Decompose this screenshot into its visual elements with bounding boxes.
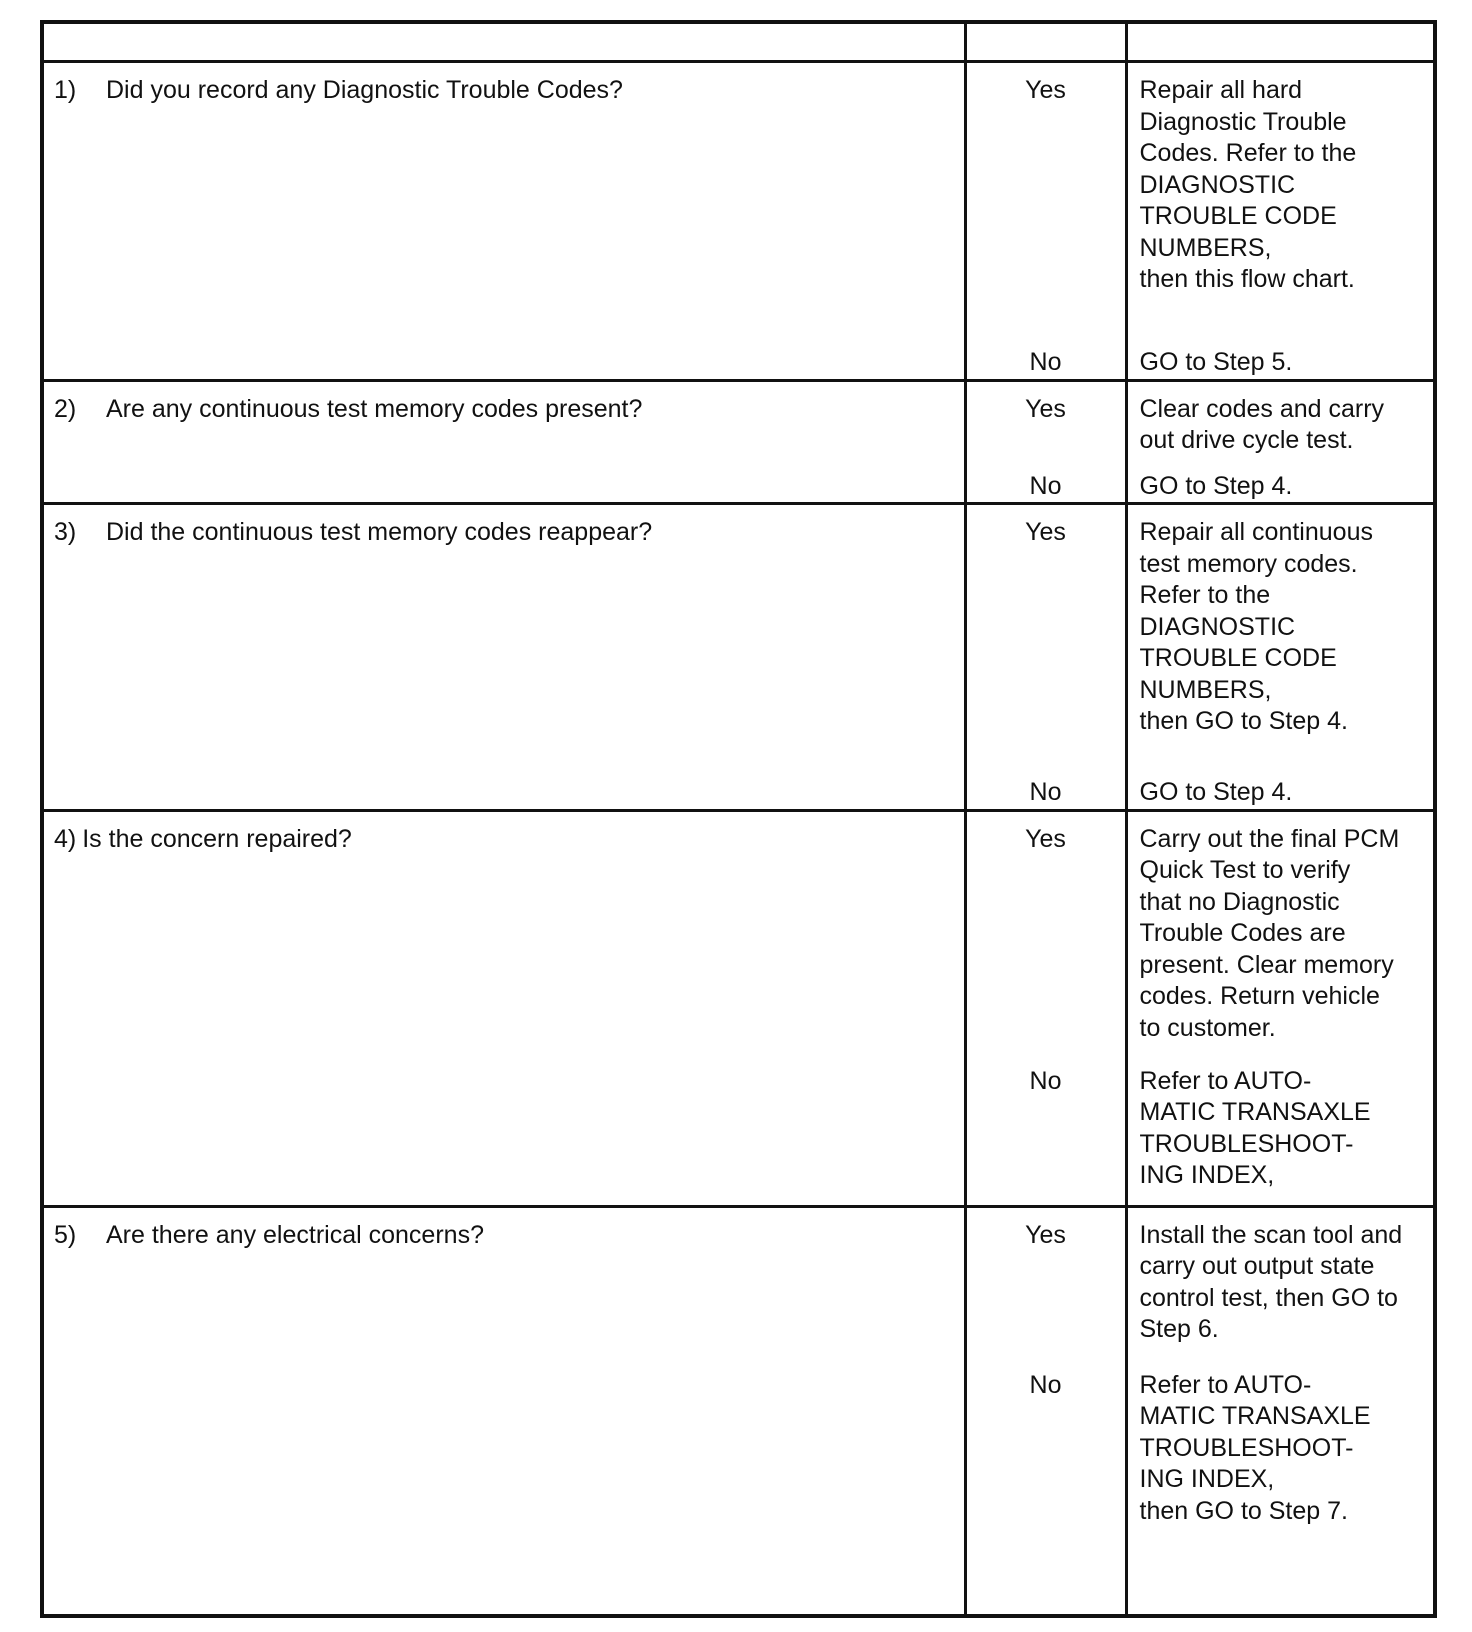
action-no-line: TROUBLESHOOT- <box>1139 1433 1354 1462</box>
question <box>44 812 964 854</box>
result-yes: Yes <box>1025 394 1066 423</box>
action-yes-line: carry out output state <box>1139 1252 1375 1280</box>
question-cell <box>42 1206 965 1616</box>
action-yes-line: Install the scan tool and <box>1139 1220 1403 1249</box>
action-no-line: ING INDEX, <box>1139 1161 1275 1189</box>
action-yes-line: Repair all hard <box>1139 76 1303 104</box>
question <box>44 505 964 547</box>
action-cell <box>1126 1206 1435 1616</box>
step-row <box>42 504 1435 811</box>
action-yes-line: Diagnostic Trouble <box>1139 107 1347 136</box>
action-no-line: MATIC TRANSAXLE <box>1139 1098 1371 1126</box>
diagnostic-flow-sheet <box>40 20 1433 1605</box>
header-cell-test-step <box>42 22 965 62</box>
result-no: No <box>1029 1370 1062 1399</box>
step-number: 5) <box>54 1220 77 1249</box>
action-yes-line: Carry out the final PCM <box>1139 824 1400 853</box>
question <box>44 1208 964 1250</box>
question-text: Did the continuous test memory codes reappear? <box>106 518 653 546</box>
action-yes-line: TROUBLE CODE <box>1139 202 1337 230</box>
action-no-line: Refer to AUTO- <box>1139 1370 1312 1399</box>
action-no-line: TROUBLESHOOT- <box>1139 1129 1354 1158</box>
action-yes-line: then GO to Step 4. <box>1139 707 1348 735</box>
step-number: 1) <box>54 76 77 104</box>
action-yes-line: present. Clear memory <box>1139 950 1394 979</box>
question-cell <box>42 504 965 811</box>
result-yes: Yes <box>1025 518 1066 546</box>
action-yes-line: TROUBLE CODE <box>1139 644 1337 672</box>
action-yes-line: to customer. <box>1139 1013 1276 1042</box>
step-row <box>42 380 1435 504</box>
action-yes-line: Clear codes and carry <box>1139 394 1385 423</box>
question-cell <box>42 380 965 504</box>
action-no-line: MATIC TRANSAXLE <box>1139 1402 1371 1430</box>
action-yes-line: NUMBERS, <box>1139 233 1272 262</box>
action-no-line: GO to Step 5. <box>1139 348 1293 376</box>
question <box>44 382 964 424</box>
action-no-line: GO to Step 4. <box>1139 471 1293 500</box>
action-yes-line: Trouble Codes are <box>1139 919 1346 947</box>
action-yes-line: out drive cycle test. <box>1139 426 1354 454</box>
question-text: Are any continuous test memory codes present? <box>106 394 643 423</box>
action-yes-line: Step 6. <box>1139 1315 1219 1343</box>
result-cell <box>965 1206 1126 1616</box>
result-no: No <box>1029 471 1062 500</box>
action-yes-line: control test, then GO to <box>1139 1283 1398 1312</box>
diagnostic-flow-table <box>40 20 1437 1618</box>
action-yes-line: DIAGNOSTIC <box>1139 612 1296 641</box>
result-no: No <box>1029 1066 1062 1095</box>
action-cell <box>1126 810 1435 1206</box>
result-yes: Yes <box>1025 824 1066 853</box>
question-text: Did you record any Diagnostic Trouble Codes? <box>106 76 623 104</box>
action-no-line: ING INDEX, <box>1139 1465 1275 1493</box>
result-no: No <box>1029 348 1062 376</box>
step-row <box>42 810 1435 1206</box>
header-cell-result <box>965 22 1126 62</box>
question-cell <box>42 810 965 1206</box>
action-yes-line: NUMBERS, <box>1139 675 1272 704</box>
header-cell-action <box>1126 22 1435 62</box>
step-number: 2) <box>54 394 77 423</box>
action-cell <box>1126 380 1435 504</box>
action-no-line: then GO to Step 7. <box>1139 1496 1348 1525</box>
result-cell <box>965 62 1126 381</box>
action-cell <box>1126 62 1435 381</box>
action-yes-line: codes. Return vehicle <box>1139 982 1380 1010</box>
action-yes-line: DIAGNOSTIC <box>1139 170 1296 199</box>
action-yes-line: that no Diagnostic <box>1139 887 1340 916</box>
result-yes: Yes <box>1025 1220 1066 1249</box>
step-row <box>42 62 1435 381</box>
action-yes-line: then this flow chart. <box>1139 265 1355 293</box>
result-cell <box>965 380 1126 504</box>
action-cell <box>1126 504 1435 811</box>
question-text: Is the concern repaired? <box>82 824 352 853</box>
action-yes-line: Quick Test to verify <box>1139 856 1351 884</box>
question-cell <box>42 62 965 381</box>
action-yes-line: Codes. Refer to the <box>1139 139 1357 167</box>
action-yes-line: Refer to the <box>1139 581 1271 609</box>
action-yes-line: test memory codes. <box>1139 549 1358 578</box>
result-cell <box>965 810 1126 1206</box>
result-yes: Yes <box>1025 76 1066 104</box>
result-no: No <box>1029 778 1062 806</box>
question <box>44 63 964 105</box>
header-row <box>42 22 1435 62</box>
result-cell <box>965 504 1126 811</box>
action-no-line: GO to Step 4. <box>1139 778 1293 806</box>
action-no-line: Refer to AUTO- <box>1139 1066 1312 1095</box>
step-number: 3) <box>54 518 77 546</box>
question-text: Are there any electrical concerns? <box>106 1220 484 1249</box>
step-row <box>42 1206 1435 1616</box>
step-number: 4) <box>54 824 77 853</box>
action-yes-line: Repair all continuous <box>1139 518 1373 546</box>
